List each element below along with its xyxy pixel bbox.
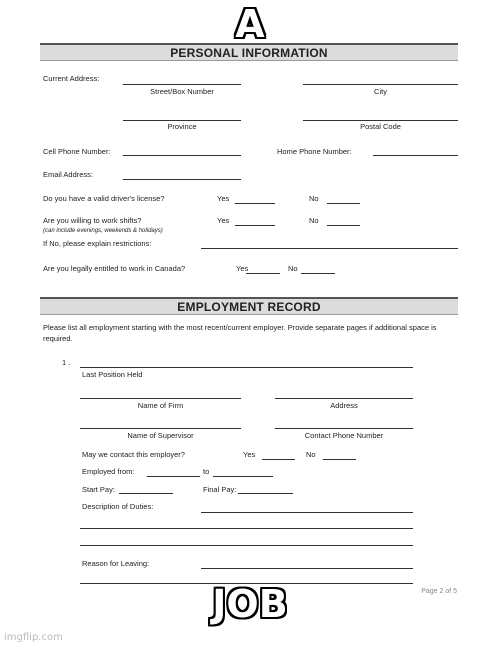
start-pay-field[interactable] (119, 493, 173, 494)
employed-to-label: to (203, 467, 210, 476)
employed-to-field[interactable] (213, 476, 273, 477)
employed-from-label: Employed from: (82, 467, 135, 476)
license-no-label: No (309, 194, 319, 203)
cell-phone-field[interactable] (123, 155, 241, 156)
meme-bottom-caption: JOB (212, 582, 288, 626)
province-field[interactable] (123, 120, 241, 121)
city-caption: City (374, 87, 387, 96)
contact-no-label: No (306, 450, 316, 459)
license-yes-field[interactable] (235, 203, 275, 204)
contact-question: May we contact this employer? (82, 450, 185, 459)
employment-title: EMPLOYMENT RECORD (177, 300, 321, 314)
contact-yes-label: Yes (243, 450, 256, 459)
duties-field-3[interactable] (80, 545, 413, 546)
entry-number: 1 . (62, 358, 71, 367)
shifts-yes-field[interactable] (235, 225, 275, 226)
postal-code-field[interactable] (303, 120, 458, 121)
canada-yes-field[interactable] (246, 273, 280, 274)
street-field[interactable] (123, 84, 241, 85)
contact-no-field[interactable] (323, 459, 356, 460)
shifts-no-label: No (309, 216, 319, 225)
last-position-caption: Last Position Held (82, 370, 143, 379)
postal-caption: Postal Code (360, 122, 401, 131)
duties-label: Description of Duties: (82, 502, 154, 511)
street-caption: Street/Box Number (150, 87, 214, 96)
final-pay-field[interactable] (238, 493, 293, 494)
firm-field[interactable] (80, 398, 241, 399)
last-position-field[interactable] (80, 367, 413, 368)
restrictions-label: If No, please explain restrictions: (43, 239, 152, 248)
employment-instructions: Please list all employment starting with the most recent/current employer. Provide separate pages if additional space is required. (43, 323, 437, 343)
restrictions-field[interactable] (201, 248, 458, 249)
shifts-no-field[interactable] (327, 225, 360, 226)
shifts-note: (can include evenings, weekends & holidays) (43, 228, 163, 234)
reason-label: Reason for Leaving: (82, 559, 150, 568)
home-phone-field[interactable] (373, 155, 458, 156)
home-phone-label: Home Phone Number: (277, 147, 352, 156)
contact-yes-field[interactable] (262, 459, 295, 460)
province-caption: Province (167, 122, 197, 131)
employment-header (40, 297, 458, 315)
email-label: Email Address: (43, 170, 94, 179)
canada-no-field[interactable] (301, 273, 335, 274)
firm-caption: Name of Firm (137, 401, 184, 410)
cell-phone-label: Cell Phone Number: (43, 147, 111, 156)
employed-from-field[interactable] (147, 476, 200, 477)
canada-question: Are you legally entitled to work in Canada? (43, 264, 186, 273)
address-caption: Address (330, 401, 358, 410)
start-pay-label: Start Pay: (82, 485, 115, 494)
shifts-question: Are you willing to work shifts? (43, 216, 142, 225)
city-field[interactable] (303, 84, 458, 85)
final-pay-label: Final Pay: (203, 485, 237, 494)
contact-phone-caption: Contact Phone Number (304, 431, 384, 440)
address-field[interactable] (275, 398, 413, 399)
license-yes-label: Yes (217, 194, 230, 203)
canada-no-label: No (288, 264, 298, 273)
duties-field-2[interactable] (80, 528, 413, 529)
shifts-yes-label: Yes (217, 216, 230, 225)
page-number: Page 2 of 5 (421, 588, 457, 595)
email-field[interactable] (123, 179, 241, 180)
personal-info-title: PERSONAL INFORMATION (170, 46, 328, 60)
duties-field-1[interactable] (201, 512, 413, 513)
license-question: Do you have a valid driver's license? (43, 194, 165, 203)
supervisor-field[interactable] (80, 428, 241, 429)
meme-top-caption: A (235, 2, 265, 46)
reason-field-1[interactable] (201, 568, 413, 569)
canada-yes-label: Yes (236, 264, 249, 273)
license-no-field[interactable] (327, 203, 360, 204)
watermark: imgflip.com (4, 632, 63, 643)
current-address-label: Current Address: (43, 74, 100, 83)
supervisor-caption: Name of Supervisor (127, 431, 194, 440)
contact-phone-field[interactable] (275, 428, 413, 429)
